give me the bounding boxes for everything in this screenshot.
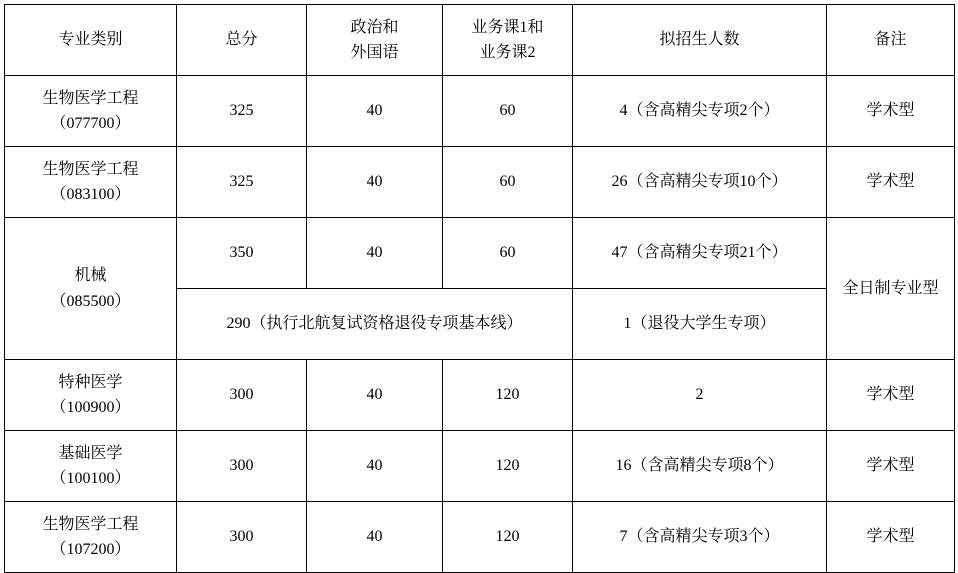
cell-planned-enrollment: 4（含高精尖专项2个） xyxy=(573,76,827,147)
table-row xyxy=(5,502,955,573)
cell-course-score: 120 xyxy=(443,431,573,502)
cell-total-score: 325 xyxy=(177,76,307,147)
cell-remark: 学术型 xyxy=(827,360,955,431)
cell-course-score: 60 xyxy=(443,76,573,147)
cell-major-category xyxy=(5,502,177,573)
header-total-score: 总分 xyxy=(177,5,307,76)
header-politics-foreign-line2: 外国语 xyxy=(350,44,399,61)
major-name: 生物医学工程 xyxy=(42,160,139,178)
cell-course-score: 120 xyxy=(443,502,573,573)
header-remark: 备注 xyxy=(827,5,955,76)
table-row xyxy=(5,76,955,147)
major-name: 基础医学 xyxy=(58,444,123,462)
cell-remark: 学术型 xyxy=(827,147,955,218)
cell-major-category xyxy=(5,218,177,360)
header-politics-foreign xyxy=(307,5,443,76)
cell-course-score: 60 xyxy=(443,218,573,289)
admission-score-table xyxy=(4,4,955,573)
major-code: （100100） xyxy=(50,470,131,487)
cell-remark: 学术型 xyxy=(827,431,955,502)
header-course1-course2 xyxy=(443,5,573,76)
cell-planned-enrollment: 1（退役大学生专项） xyxy=(573,289,827,360)
major-code: （083100） xyxy=(50,186,131,203)
cell-total-score: 300 xyxy=(177,502,307,573)
cell-total-score: 300 xyxy=(177,360,307,431)
header-politics-foreign-line1: 政治和 xyxy=(350,18,399,36)
cell-planned-enrollment: 2 xyxy=(573,360,827,431)
cell-politics-foreign: 40 xyxy=(307,360,443,431)
cell-politics-foreign: 40 xyxy=(307,218,443,289)
major-name: 生物医学工程 xyxy=(42,515,139,533)
cell-remark: 学术型 xyxy=(827,76,955,147)
cell-planned-enrollment: 16（含高精尖专项8个） xyxy=(573,431,827,502)
cell-planned-enrollment: 26（含高精尖专项10个） xyxy=(573,147,827,218)
cell-politics-foreign: 40 xyxy=(307,431,443,502)
major-name: 特种医学 xyxy=(58,373,123,391)
cell-total-score: 350 xyxy=(177,218,307,289)
header-course1-course2-line2: 业务课2 xyxy=(479,44,536,61)
header-planned-enrollment: 拟招生人数 xyxy=(573,5,827,76)
table-row xyxy=(5,147,955,218)
cell-politics-foreign: 40 xyxy=(307,147,443,218)
cell-remark: 全日制专业型 xyxy=(827,218,955,360)
header-major-category: 专业类别 xyxy=(5,5,177,76)
cell-course-score: 120 xyxy=(443,360,573,431)
major-code: （100900） xyxy=(50,399,131,416)
table-row xyxy=(5,360,955,431)
cell-politics-foreign: 40 xyxy=(307,502,443,573)
cell-total-score: 300 xyxy=(177,431,307,502)
header-course1-course2-line1: 业务课1和 xyxy=(471,18,544,36)
cell-politics-foreign: 40 xyxy=(307,76,443,147)
major-name: 生物医学工程 xyxy=(42,89,139,107)
cell-merged-score-note: 290（执行北航复试资格退役专项基本线） xyxy=(177,289,573,360)
major-code: （085500） xyxy=(50,292,131,310)
table-row xyxy=(5,218,955,289)
table-body xyxy=(5,76,955,573)
cell-major-category xyxy=(5,76,177,147)
cell-remark: 学术型 xyxy=(827,502,955,573)
cell-planned-enrollment: 47（含高精尖专项21个） xyxy=(573,218,827,289)
cell-planned-enrollment: 7（含高精尖专项3个） xyxy=(573,502,827,573)
cell-major-category xyxy=(5,147,177,218)
cell-major-category xyxy=(5,360,177,431)
major-name: 机械 xyxy=(74,267,107,285)
table-header xyxy=(5,5,955,76)
table-header-row xyxy=(5,5,955,76)
major-code: （077700） xyxy=(50,115,131,132)
major-code: （107200） xyxy=(50,541,131,558)
cell-total-score: 325 xyxy=(177,147,307,218)
cell-course-score: 60 xyxy=(443,147,573,218)
